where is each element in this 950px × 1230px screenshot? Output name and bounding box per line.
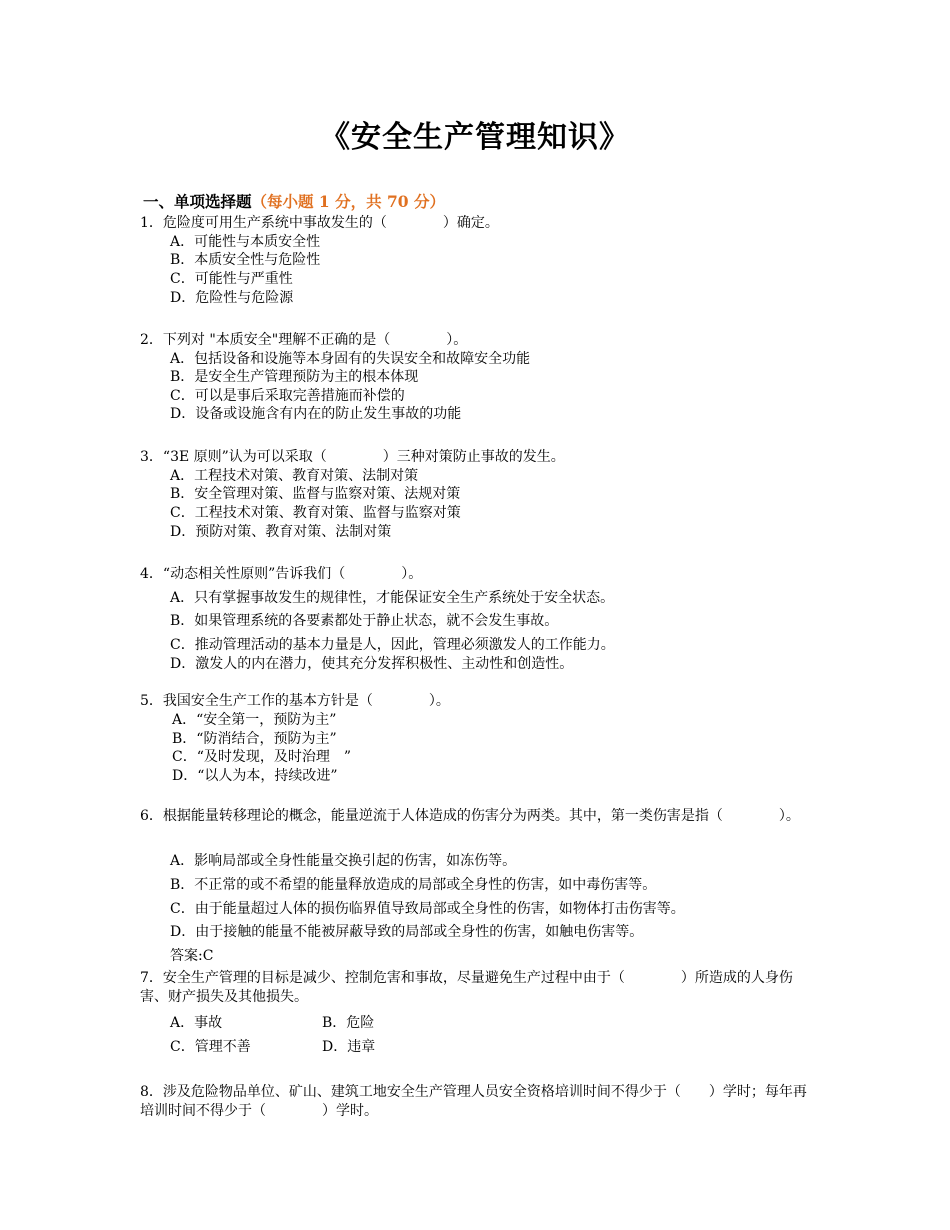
option-1a: A．可能性与本质安全性 [170,234,321,250]
question-5: 5．我国安全生产工作的基本方针是（ ）。 [140,693,450,709]
option-4c: C．推动管理活动的基本力量是人，因此，管理必须激发人的工作能力。 [170,637,615,653]
option-5b: B．“防消结合，预防为主” [172,731,337,747]
option-2d: D．设备或设施含有内在的防止发生事故的功能 [170,406,462,422]
option-7a: A．事故 [170,1015,223,1031]
question-2: 2．下列对 "本质安全"理解不正确的是（ ）。 [140,332,468,348]
option-5c: C．“及时发现，及时治理 ” [172,749,352,765]
answer-6: 答案:C [170,948,214,964]
option-6a: A．影响局部或全身性能量交换引起的伤害，如冻伤等。 [170,853,517,869]
option-7d: D．违章 [322,1039,376,1055]
option-3c: C．工程技术对策、教育对策、监督与监察对策 [170,505,461,521]
option-6d: D．由于接触的能量不能被屏蔽导致的局部或全身性的伤害，如触电伤害等。 [170,924,644,940]
question-3: 3．“3E 原则”认为可以采取（ ）三种对策防止事故的发生。 [140,449,565,465]
section-scoring-note: （每小题 1 分，共 70 分） [251,192,445,211]
option-7b: B．危险 [322,1015,375,1031]
option-7c: C．管理不善 [170,1039,251,1055]
option-1d: D．危险性与危险源 [170,290,294,306]
option-5a: A．“安全第一，预防为主” [172,712,337,728]
option-3a: A．工程技术对策、教育对策、法制对策 [170,468,419,484]
option-6c: C．由于能量超过人体的损伤临界值导致局部或全身性的伤害，如物体打击伤害等。 [170,901,685,917]
option-2a: A．包括设备和设施等本身固有的失误安全和故障安全功能 [170,351,531,367]
option-3d: D．预防对策、教育对策、法制对策 [170,524,392,540]
option-2c: C．可以是事后采取完善措施而补偿的 [170,388,405,404]
option-2b: B．是安全生产管理预防为主的根本体现 [170,369,419,385]
option-1c: C．可能性与严重性 [170,271,293,287]
option-3b: B．安全管理对策、监督与监察对策、法规对策 [170,486,461,502]
question-7: 7．安全生产管理的目标是减少、控制危害和事故，尽量避免生产过程中由于（ ）所造成的人身伤害、财产损失及其他损失。 [140,970,793,1005]
option-4b: B．如果管理系统的各要素都处于静止状态，就不会发生事故。 [170,613,559,629]
option-6b: B．不正常的或不希望的能量释放造成的局部或全身性的伤害，如中毒伤害等。 [170,877,657,893]
question-1: 1．危险度可用生产系统中事故发生的（ ）确定。 [140,215,499,231]
section-heading-text: 一、单项选择题 [143,192,252,211]
page-title: 《安全生产管理知识》 [320,120,630,155]
question-4: 4．“动态相关性原则”告诉我们（ ）。 [140,566,423,582]
option-4d: D．激发人的内在潜力，使其充分发挥积极性、主动性和创造性。 [170,656,574,672]
question-8: 8．涉及危险物品单位、矿山、建筑工地安全生产管理人员安全资格培训时间不得少于（ ）学时；每年再培训时间不得少于（ ）学时。 [140,1084,807,1119]
option-4a: A．只有掌握事故发生的规律性，才能保证安全生产系统处于安全状态。 [170,590,615,606]
option-1b: B．本质安全性与危险性 [170,252,321,268]
section-heading [143,190,445,212]
option-5d: D．“以人为本，持续改进” [172,768,338,784]
question-6: 6．根据能量转移理论的概念，能量逆流于人体造成的伤害分为两类。其中，第一类伤害是指（ ）。 [140,808,800,824]
